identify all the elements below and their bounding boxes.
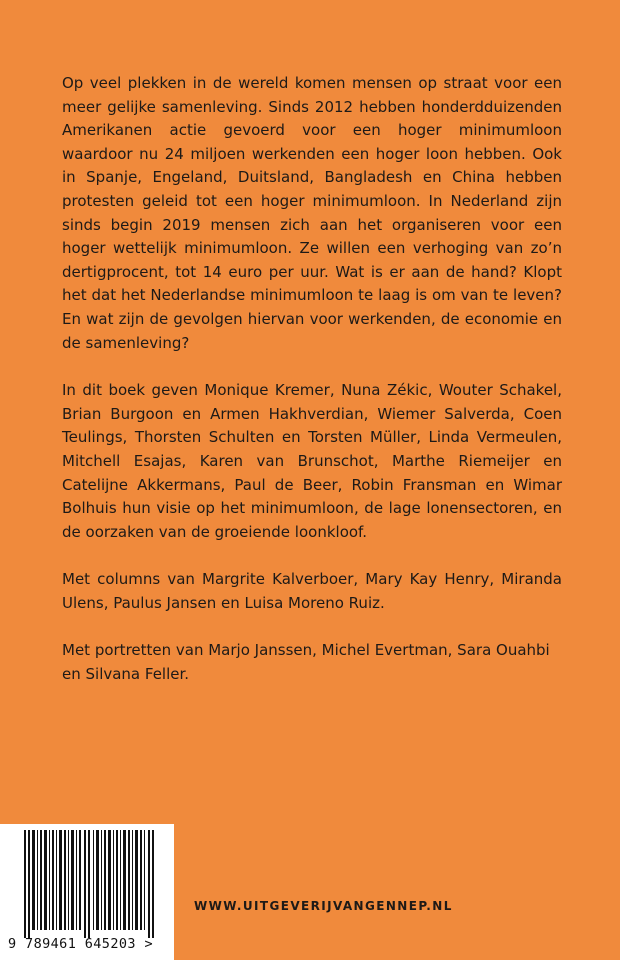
- blurb-paragraph-authors: In dit boek geven Monique Kremer, Nuna Zékic, Wouter Schakel, Brian Burgoon en Armen Hakhverdian, Wiemer Salverda, Coen Teulings, Thorsten Schulten en Torsten Müller, Linda Vermeulen, Mitchell Esajas, Karen van Brunschot, Marthe Riemeijer en Catelijne Akkermans, Paul de Beer, Robin Fransman en Wimar Bolhuis hun visie op het minimumloon, de lage lonensectoren, en de oorzaken van de groeiende loonkloof.: [62, 381, 562, 541]
- blurb-paragraph-portraits: Met portretten van Marjo Janssen, Michel Evertman, Sara Ouahbi en Silvana Feller.: [62, 641, 550, 684]
- blurb-text: [62, 72, 562, 711]
- blurb-paragraph-columns: Met columns van Margrite Kalverboer, Mary Kay Henry, Miranda Ulens, Paulus Jansen en Luisa Moreno Ruiz.: [62, 570, 562, 612]
- barcode-area: [0, 824, 174, 960]
- publisher-website[interactable]: WWW.UITGEVERIJVANGENNEP.NL: [194, 899, 453, 913]
- barcode-icon: [22, 830, 160, 938]
- isbn-number: 9 789461 645203 >: [8, 936, 153, 952]
- blurb-paragraph-intro: Op veel plekken in de wereld komen mensen op straat voor een meer gelijke samenleving. Sinds 2012 hebben honderdduizenden Amerikanen actie gevoerd voor een hoger minimumloon waardoor nu 24 miljoen werkenden een hoger loon hebben. Ook in Spanje, Engeland, Duitsland, Bangladesh en China hebben protesten geleid tot een hoger minimumloon. In Nederland zijn sinds begin 2019 mensen zich aan het organiseren voor een hoger wettelijk minimumloon. Ze willen een verhoging van zo’n dertigprocent, tot 14 euro per uur. Wat is er aan de hand? Klopt het dat het Nederlandse minimumloon te laag is om van te leven? En wat zijn de gevolgen hiervan voor werkenden, de economie en de samenleving?: [62, 74, 562, 352]
